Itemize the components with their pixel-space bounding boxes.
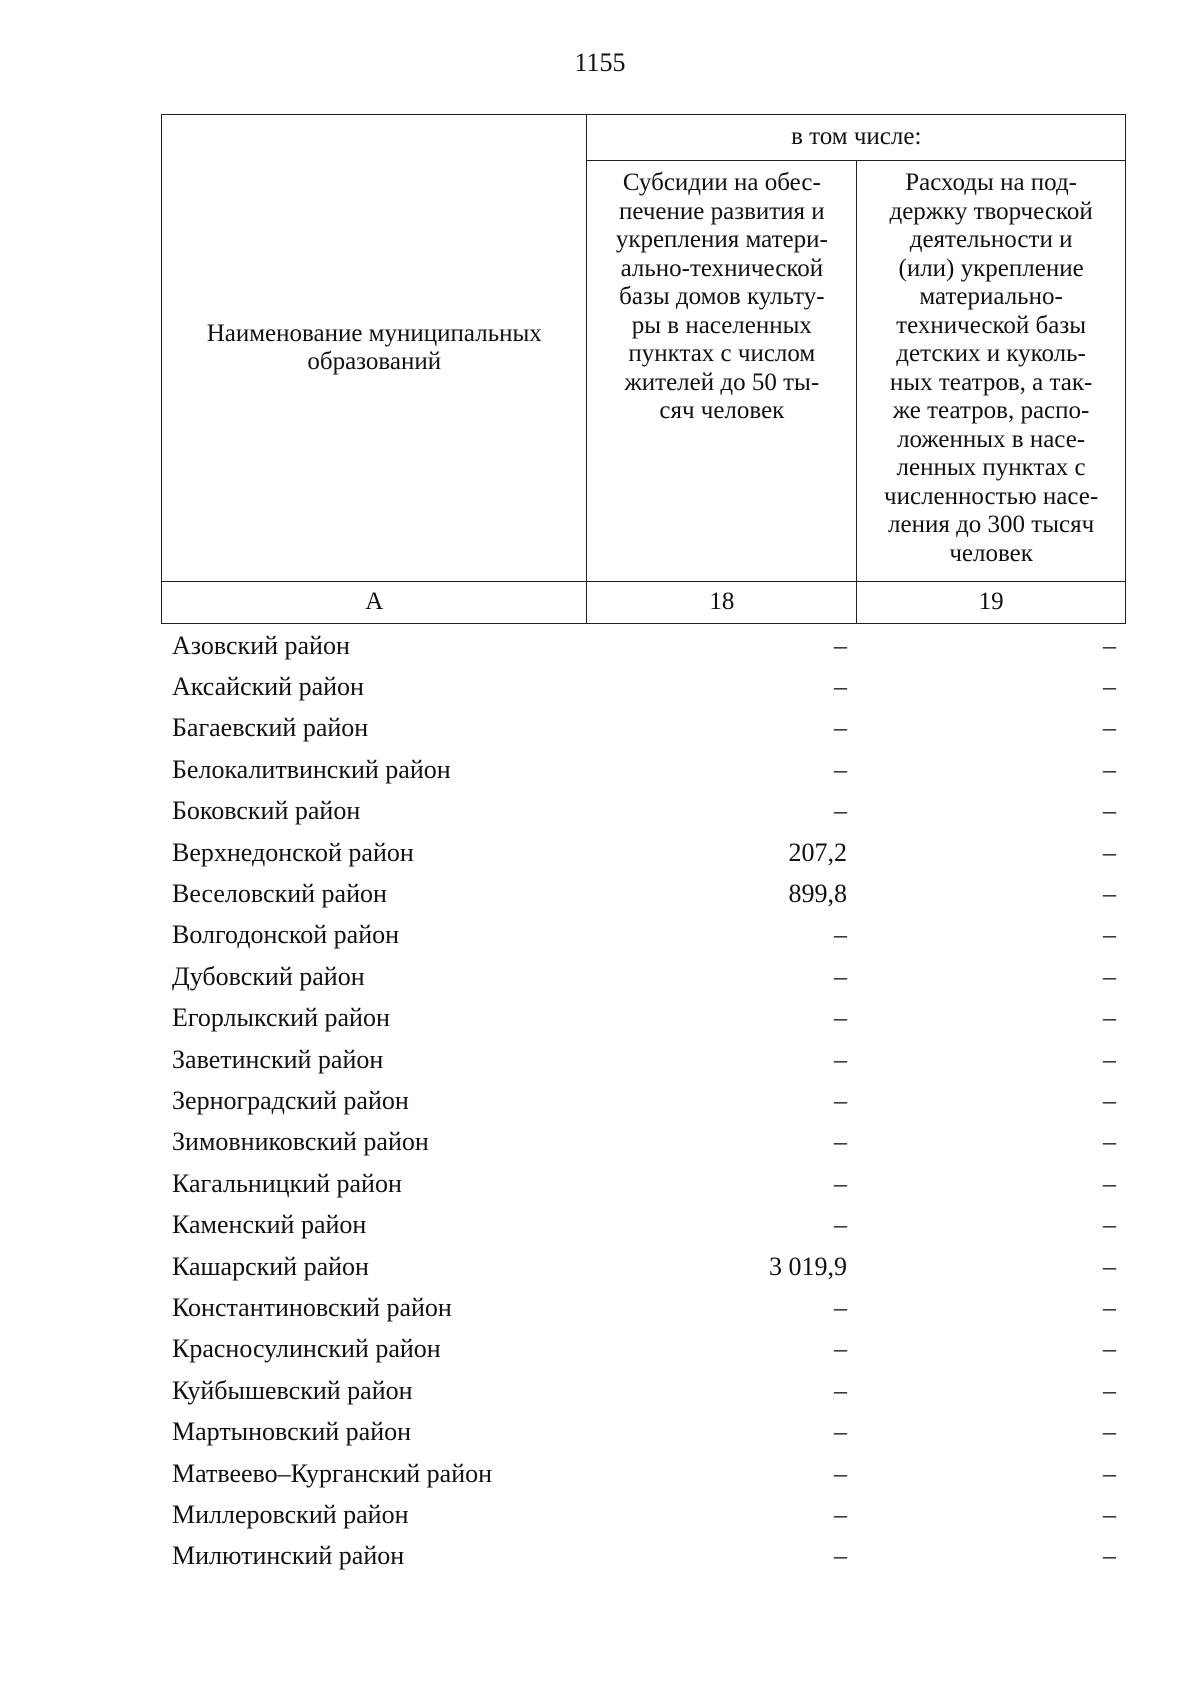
table-row xyxy=(161,1494,1126,1535)
row-value-19-cell: – xyxy=(1103,1458,1116,1488)
row-value-18-cell: – xyxy=(834,961,847,991)
header-col-19 xyxy=(857,161,1126,582)
row-name-cell: Веселовский район xyxy=(172,879,387,909)
row-name-cell: Аксайский район xyxy=(172,672,364,702)
row-name-cell: Багаевский район xyxy=(172,713,369,743)
table-row xyxy=(161,998,1126,1039)
table-row xyxy=(161,1370,1126,1411)
header-group xyxy=(587,115,1126,161)
row-value-18-cell: – xyxy=(834,754,847,784)
row-name-cell: Зерноградский район xyxy=(172,1085,409,1115)
row-name-cell: Мартыновский район xyxy=(172,1417,412,1447)
row-value-18-cell: – xyxy=(834,672,847,702)
row-value-18-cell: – xyxy=(834,1168,847,1198)
table-row xyxy=(161,708,1126,749)
table-row xyxy=(161,1287,1126,1328)
index-name-cell: А xyxy=(162,582,587,624)
row-value-18-cell: 3 019,9 xyxy=(769,1251,847,1281)
row-value-18-cell: 899,8 xyxy=(788,879,847,909)
table-row xyxy=(161,1039,1126,1080)
table-row xyxy=(161,1246,1126,1287)
row-value-19-cell: – xyxy=(1103,1375,1116,1405)
row-value-18-cell: – xyxy=(834,1541,847,1571)
row-name-cell: Азовский район xyxy=(172,630,350,660)
row-value-18-cell: – xyxy=(834,713,847,743)
row-name-cell: Зимовниковский район xyxy=(172,1127,429,1157)
row-value-18-cell: – xyxy=(834,1292,847,1322)
row-name-cell: Верхнедонской район xyxy=(172,837,414,867)
row-value-19-cell: – xyxy=(1103,1499,1116,1529)
row-value-19-cell: – xyxy=(1103,1044,1116,1074)
index-18-cell: 18 xyxy=(587,582,857,624)
row-value-18-cell: – xyxy=(834,1003,847,1033)
table-row xyxy=(161,1411,1126,1452)
row-value-19-cell: – xyxy=(1103,837,1116,867)
table-row xyxy=(161,749,1126,790)
row-name-cell: Дубовский район xyxy=(172,961,365,991)
row-value-18-cell: – xyxy=(834,630,847,660)
table-row xyxy=(161,1329,1126,1370)
row-name-cell: Волгодонской район xyxy=(172,920,400,950)
row-name-cell: Кагальницкий район xyxy=(172,1168,402,1198)
index-19-cell: 19 xyxy=(857,582,1126,624)
row-value-19-cell: – xyxy=(1103,1292,1116,1322)
row-value-18-cell: – xyxy=(834,1085,847,1115)
row-value-19-cell: – xyxy=(1103,1541,1116,1571)
row-value-19-cell: – xyxy=(1103,672,1116,702)
table-row xyxy=(161,625,1126,666)
row-name-cell: Милютинский район xyxy=(172,1541,405,1571)
row-name-cell: Миллеровский район xyxy=(172,1499,409,1529)
row-name-cell: Егорлыкский район xyxy=(172,1003,390,1033)
table-row xyxy=(161,1204,1126,1245)
row-value-19-cell: – xyxy=(1103,796,1116,826)
header-name-label: Наименование муниципальных образований xyxy=(206,319,542,375)
row-name-cell: Кашарский район xyxy=(172,1251,369,1281)
header-col-18 xyxy=(587,161,857,582)
table-row xyxy=(161,915,1126,956)
table-row xyxy=(161,1122,1126,1163)
row-value-19-cell: – xyxy=(1103,1003,1116,1033)
row-name-cell: Матвеево–Курганский район xyxy=(172,1458,493,1488)
header-col-18-label: Субсидии на обес- печение развития и укрепления матери- ально-технической базы домов культу- ры в населенных пунктах с числом жителей до 50 ты- сяч человек xyxy=(615,169,828,424)
row-name-cell: Боковский район xyxy=(172,796,361,826)
table-row xyxy=(161,1536,1126,1577)
row-value-19-cell: – xyxy=(1103,1251,1116,1281)
header-col-19-label: Расходы на под- держку творческой деятельности и (или) укрепление материально- технической базы детских и куколь- ных театров, а так- же театров, распо- ложенных в насе- ленных пунктах с численностью насе- ления до 300 тысяч человек xyxy=(884,169,1099,567)
row-name-cell: Каменский район xyxy=(172,1210,367,1240)
table-row xyxy=(161,666,1126,707)
row-value-18-cell: – xyxy=(834,1499,847,1529)
row-value-18-cell: – xyxy=(834,796,847,826)
row-value-18-cell: – xyxy=(834,920,847,950)
row-value-19-cell: – xyxy=(1103,1417,1116,1447)
row-name-cell: Красносулинский район xyxy=(172,1334,441,1364)
row-value-19-cell: – xyxy=(1103,1334,1116,1364)
row-value-19-cell: – xyxy=(1103,754,1116,784)
row-value-18-cell: 207,2 xyxy=(788,837,847,867)
table-row xyxy=(161,1163,1126,1204)
row-value-19-cell: – xyxy=(1103,961,1116,991)
table-body xyxy=(161,625,1126,1577)
table-header xyxy=(161,114,1126,624)
page-number: 1155 xyxy=(574,48,626,77)
row-name-cell: Константиновский район xyxy=(172,1292,452,1322)
row-value-19-cell: – xyxy=(1103,879,1116,909)
row-value-18-cell: – xyxy=(834,1417,847,1447)
row-name-cell: Заветинский район xyxy=(172,1044,384,1074)
row-value-19-cell: – xyxy=(1103,630,1116,660)
table-row xyxy=(161,1080,1126,1121)
table-row xyxy=(161,791,1126,832)
table-row xyxy=(161,956,1126,997)
table-row xyxy=(161,832,1126,873)
row-value-19-cell: – xyxy=(1103,920,1116,950)
row-name-cell: Белокалитвинский район xyxy=(172,754,451,784)
table-row xyxy=(161,873,1126,914)
row-value-19-cell: – xyxy=(1103,1210,1116,1240)
row-value-18-cell: – xyxy=(834,1334,847,1364)
row-value-19-cell: – xyxy=(1103,1168,1116,1198)
row-value-19-cell: – xyxy=(1103,1085,1116,1115)
header-name-column xyxy=(162,115,587,582)
row-name-cell: Куйбышевский район xyxy=(172,1375,413,1405)
row-value-18-cell: – xyxy=(834,1458,847,1488)
row-value-19-cell: – xyxy=(1103,713,1116,743)
row-value-18-cell: – xyxy=(834,1044,847,1074)
row-value-18-cell: – xyxy=(834,1210,847,1240)
table-row xyxy=(161,1453,1126,1494)
row-value-18-cell: – xyxy=(834,1375,847,1405)
row-value-18-cell: – xyxy=(834,1127,847,1157)
row-value-19-cell: – xyxy=(1103,1127,1116,1157)
header-group-label: в том числе: xyxy=(791,123,922,151)
